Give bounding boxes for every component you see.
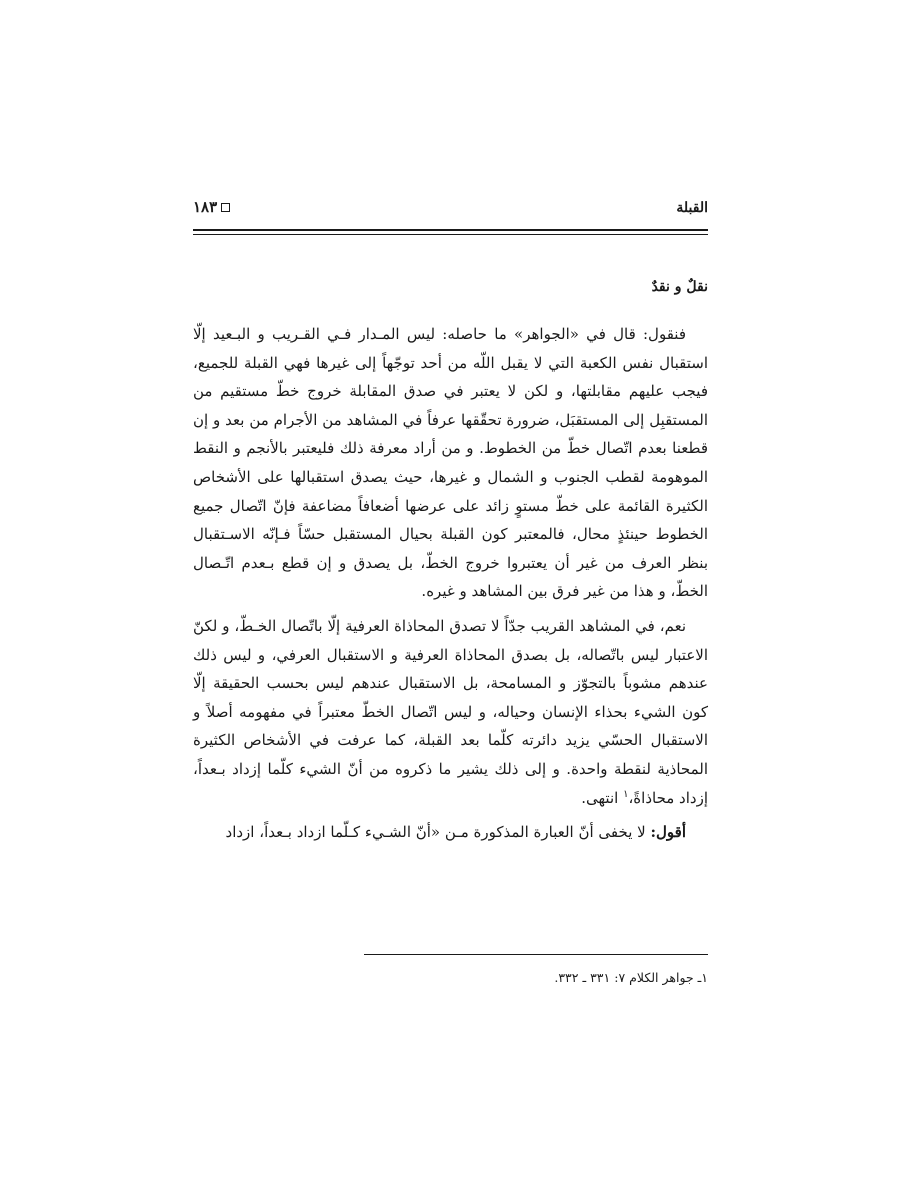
- section-heading: نقلٌ و نقدٌ: [651, 279, 708, 295]
- paragraph-2-end: انتهى.: [581, 788, 624, 807]
- page-number-text: ۱۸۳: [193, 198, 218, 216]
- header-rule-thick: [193, 229, 708, 231]
- paragraph-3-text: لا يخفى أنّ العبارة المذكورة مـن «أنّ الشـيء كـلّما ازداد بـعداً، ازداد: [225, 823, 651, 842]
- paragraph-3: [193, 818, 708, 847]
- paragraph-3-lead: أقول:: [650, 823, 686, 842]
- body-text: [193, 274, 708, 847]
- paragraph-1: فنقول: قال في «الجواهر» ما حاصله: ليس المـدار فـي القـريب و البـعيد إلّا استقبال نفس الكعبة التي لا يقبل اللّه من أحد توجّهاً إلى غيرها فهي القبلة للجميع، فيجب عليهم مقابلتها، و لكن لا يعتبر في صدق المقابلة خروج خطّ مستقيم من المستقبِل إلى المستقبَل، ضرورة تحقّقها عرفاً في المشاهد من الأجرام من بعد و إن قطعنا بعدم اتّصال خطّ من الخطوط. و من أراد معرفة ذلك فليعتبر بالأنجم و النقط الموهومة لقطب الجنوب و الشمال و غيرها، حيث يصدق استقبالها على الأشخاص الكثيرة القائمة على خطّ مستوٍ زائد على عرضها أضعافاً مضاعفة فإنّ اتّصال جميع الخطوط حينئذٍ محال، فالمعتبر كون القبلة بحيال المستقبل حسّاً فـإنّه الاسـتقبال بنظر العرف من غير أن يعتبروا خروج الخطّ، بل يصدق و إن قطع بـعدم اتّـصال الخطّ، و هذا من غير فرق بين المشاهد و غيره.: [193, 325, 708, 601]
- paragraph-2: [193, 612, 708, 812]
- chapter-title: القبلة: [676, 200, 708, 216]
- paragraph-2-text: نعم، في المشاهد القريب جدّاً لا تصدق المحاذاة العرفية إلّا باتّصال الخـطّ، و لكنّ الاعتبار ليس باتّصاله، بل بصدق المحاذاة العرفية و الاستقبال العرفي، و ليس ذلك عندهم مشوباً بالتجوّز و المسامحة، بل الاستقبال عندهم ليس بحسب الحقيقة إلّا كون الشيء بحذاء الإنسان وحياله، و ليس اتّصال الخطّ معتبراً في مفهومه أصلاً و الاستقبال الحسّي يزيد دائرته كلّما بعد القبلة، كما عرفت في الأشخاص الكثيرة المحاذية لنقطة واحدة. و إلى ذلك يشير ما ذكروه من أنّ الشيء كلّما إزداد بـعداً، إزداد محاذاةً،: [193, 616, 708, 807]
- footnote-divider: [364, 954, 708, 955]
- running-header: [193, 196, 708, 226]
- square-icon: [221, 203, 230, 212]
- page-number: [193, 198, 230, 216]
- footnote-reference: ۱: [623, 788, 629, 800]
- header-rule-thin: [193, 234, 708, 235]
- footnote: ۱ـ جواهر الكلام ۷: ۳۳۱ ـ ۳۳۲.: [554, 970, 708, 985]
